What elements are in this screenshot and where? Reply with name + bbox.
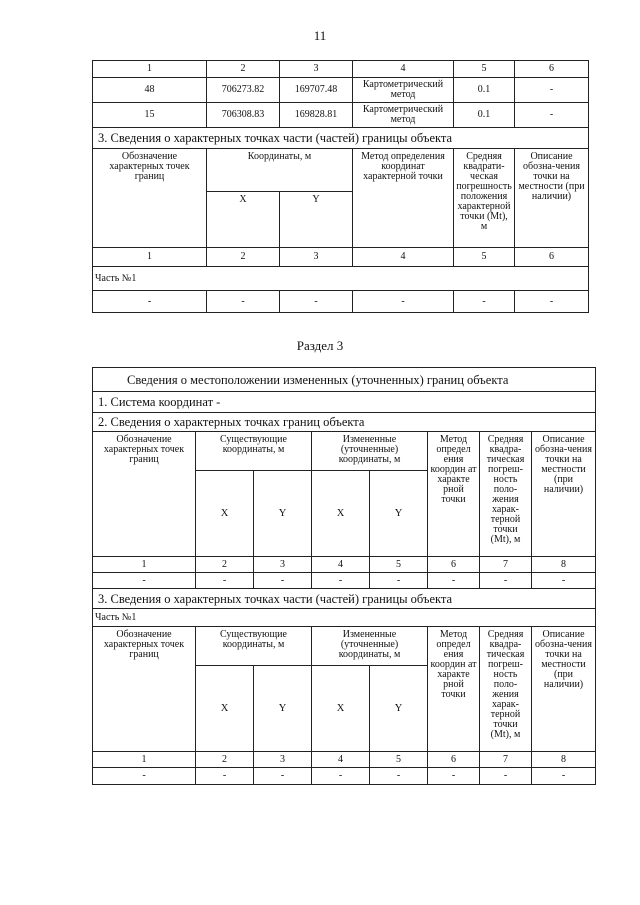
header-designation: Обозначение характерных точек границ: [93, 432, 196, 557]
cell: -: [280, 291, 353, 313]
cell: -: [454, 291, 515, 313]
cell: -: [532, 573, 596, 589]
coord-x: 706273.82: [207, 78, 280, 103]
section-3-title: 3. Сведения о характерных точках части (частей) границы объекта: [93, 589, 596, 609]
col-number: 6: [428, 752, 480, 768]
header-y: Y: [254, 666, 312, 752]
header-description: Описание обозна-чения точки на местности (при наличии): [532, 627, 596, 752]
points-section-title: 2. Сведения о характерных точках границ объекта: [93, 413, 596, 432]
method: Картометрический метод: [353, 78, 454, 103]
cell: -: [93, 573, 196, 589]
point-id: 15: [93, 103, 207, 128]
col-number: 6: [428, 557, 480, 573]
page-number: 11: [313, 28, 327, 43]
col-number: 1: [93, 557, 196, 573]
cell: -: [515, 291, 589, 313]
section-header: Раздел 3: [296, 338, 344, 353]
col-number: 2: [196, 557, 254, 573]
header-description: Описание обозна-чения точки на местности (при наличии): [515, 149, 589, 248]
header-x: X: [312, 471, 370, 557]
coordinate-system: 1. Система координат -: [93, 392, 596, 413]
table-row: [93, 768, 596, 785]
header-x: X: [312, 666, 370, 752]
col-number: 1: [93, 61, 207, 78]
header-y: Y: [370, 471, 428, 557]
part-label: Часть №1: [93, 267, 589, 291]
col-number: 7: [480, 557, 532, 573]
description: -: [515, 103, 589, 128]
col-number: 1: [93, 752, 196, 768]
col-number: 8: [532, 557, 596, 573]
cell: -: [428, 573, 480, 589]
header-y: Y: [280, 192, 353, 248]
header-y: Y: [254, 471, 312, 557]
points-table-continued: [92, 60, 589, 313]
method: Картометрический метод: [353, 103, 454, 128]
coord-y: 169828.81: [280, 103, 353, 128]
header-designation: Обозначение характерных точек границ: [93, 627, 196, 752]
cell: -: [370, 768, 428, 785]
table-row: [93, 78, 589, 103]
description: -: [515, 78, 589, 103]
col-number: 4: [353, 248, 454, 267]
part-label: Часть №1: [93, 609, 596, 627]
header-x: X: [196, 666, 254, 752]
header-x: X: [207, 192, 280, 248]
cell: -: [196, 768, 254, 785]
changed-boundaries-table: [92, 367, 596, 785]
cell: -: [254, 768, 312, 785]
col-number: 2: [207, 248, 280, 267]
col-number: 1: [93, 248, 207, 267]
col-number: 6: [515, 248, 589, 267]
col-number: 5: [370, 557, 428, 573]
header-accuracy: Средняя квадра-тическая погреш-ность поло-жения харак-терной точки (Mt), м: [480, 432, 532, 557]
cell: -: [312, 768, 370, 785]
cell: -: [93, 291, 207, 313]
header-method: Метод определ ения координ ат характе рной точки: [428, 627, 480, 752]
accuracy: 0.1: [454, 78, 515, 103]
header-coordinates: Координаты, м: [207, 149, 353, 192]
col-number: 6: [515, 61, 589, 78]
header-changed-coords: Измененные (уточненные) координаты, м: [312, 627, 428, 666]
header-y: Y: [370, 666, 428, 752]
col-number: 2: [207, 61, 280, 78]
col-number: 3: [280, 61, 353, 78]
table-row: [93, 291, 589, 313]
col-number: 4: [312, 752, 370, 768]
header-existing-coords: Существующие координаты, м: [196, 627, 312, 666]
col-number: 3: [280, 248, 353, 267]
cell: -: [480, 573, 532, 589]
col-number: 2: [196, 752, 254, 768]
cell: -: [480, 768, 532, 785]
coord-y: 169707.48: [280, 78, 353, 103]
col-number: 3: [254, 557, 312, 573]
header-accuracy: Средняя квадра-тическая погреш-ность поло-жения харак-терной точки (Mt), м: [480, 627, 532, 752]
table-title: Сведения о местоположении измененных (уточненных) границ объекта: [93, 368, 596, 392]
col-number: 4: [312, 557, 370, 573]
section-3-title: 3. Сведения о характерных точках части (частей) границы объекта: [93, 128, 589, 149]
column-numbers-row: [93, 61, 589, 78]
header-designation: Обозначение характерных точек границ: [93, 149, 207, 248]
table-row: [93, 103, 589, 128]
header-changed-coords: Измененные (уточненные) координаты, м: [312, 432, 428, 471]
col-number: 5: [454, 248, 515, 267]
column-numbers-row: [93, 248, 589, 267]
col-number: 5: [454, 61, 515, 78]
cell: -: [207, 291, 280, 313]
point-id: 48: [93, 78, 207, 103]
cell: -: [254, 573, 312, 589]
col-number: 5: [370, 752, 428, 768]
col-number: 4: [353, 61, 454, 78]
accuracy: 0.1: [454, 103, 515, 128]
header-x: X: [196, 471, 254, 557]
column-numbers-row: [93, 557, 596, 573]
column-numbers-row: [93, 752, 596, 768]
col-number: 8: [532, 752, 596, 768]
cell: -: [370, 573, 428, 589]
table-row: [93, 573, 596, 589]
header-accuracy: Средняя квадрати-ческая погрешность положения характерной точки (Mt), м: [454, 149, 515, 248]
col-number: 3: [254, 752, 312, 768]
cell: -: [93, 768, 196, 785]
cell: -: [532, 768, 596, 785]
col-number: 7: [480, 752, 532, 768]
cell: -: [312, 573, 370, 589]
header-existing-coords: Существующие координаты, м: [196, 432, 312, 471]
coord-x: 706308.83: [207, 103, 280, 128]
cell: -: [196, 573, 254, 589]
cell: -: [428, 768, 480, 785]
cell: -: [353, 291, 454, 313]
header-description: Описание обозна-чения точки на местности (при наличии): [532, 432, 596, 557]
header-method: Метод определ ения координ ат характе рной точки: [428, 432, 480, 557]
header-method: Метод определения координат характерной точки: [353, 149, 454, 248]
